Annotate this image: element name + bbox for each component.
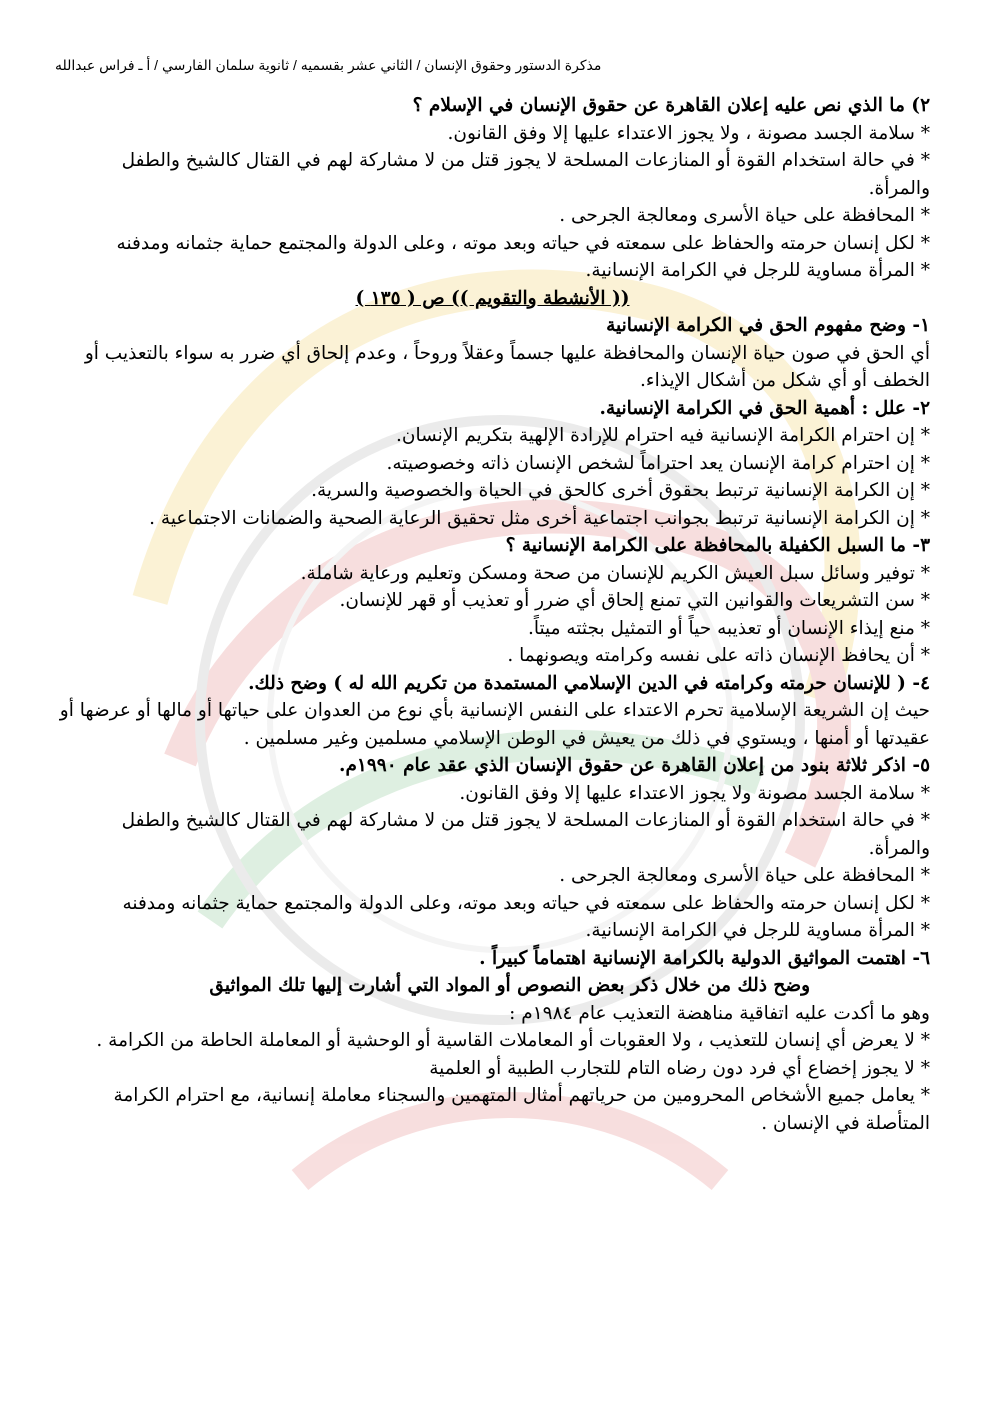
paragraph-line: * المحافظة على حياة الأسرى ومعالجة الجرحى .: [559, 865, 930, 886]
paragraph-line: * إن احترام كرامة الإنسان يعد احتراماً لشخص الإنسان ذاته وخصوصيته.: [386, 452, 930, 474]
paragraph-line: * إن الكرامة الإنسانية ترتبط بحقوق أخرى كالحق في الحياة والخصوصية والسرية.: [311, 480, 930, 501]
paragraph-line: * لا يجوز إخضاع أي فرد دون رضاه التام للتجارب الطبية أو العلمية: [429, 1057, 930, 1079]
paragraph-line: * توفير وسائل سبل العيش الكريم للإنسان من صحة ومسكن وتعليم ورعاية شاملة.: [300, 562, 930, 584]
paragraph-line: أي الحق في صون حياة الإنسان والمحافظة عليها جسماً وعقلاً وروحاً ، وعدم إلحاق أي ضرر به سواء بالتعذيب أو الخطف أو أي شكل من أشكال الإيذاء.: [84, 342, 930, 391]
question-heading: وضح ذلك من خلال ذكر بعض النصوص أو المواد التي أشارت إليها تلك المواثيق: [209, 975, 810, 996]
paragraph-line: * إن احترام الكرامة الإنسانية فيه احترام للإرادة الإلهية بتكريم الإنسان.: [396, 425, 930, 446]
paragraph-line: * إن الكرامة الإنسانية ترتبط بجوانب اجتماعية أخرى مثل تحقيق الرعاية الصحية والضمانات الاجتماعية .: [149, 507, 930, 529]
paragraph-line: حيث إن الشريعة الإسلامية تحرم الاعتداء على النفس الإنسانية بأي نوع من العدوان على حياتها أو مالها أو عرضها أو عقيدتها أو أمنها ، ويستوي في ذلك من يعيش في الوطن الإسلامي مسلمين وغير مسلمين .: [59, 700, 930, 749]
paragraph-line: * المرأة مساوية للرجل في الكرامة الإنسانية.: [585, 920, 930, 941]
question-heading: ٢- علل : أهمية الحق في الكرامة الإنسانية.: [599, 397, 930, 419]
paragraph-line: * لكل إنسان حرمته والحفاظ على سمعته في حياته وبعد موته ، وعلى الدولة والمجتمع حماية جثمانه ومدفنه: [116, 232, 930, 254]
paragraph-line: * المحافظة على حياة الأسرى ومعالجة الجرحى .: [559, 205, 930, 226]
section-title: (( الأنشطة والتقويم )) ص ( ١٣٥ ): [355, 287, 630, 309]
document-page: [55, 56, 930, 1137]
paragraph-line: * في حالة استخدام القوة أو المنازعات المسلحة لا يجوز قتل من لا مشاركة لهم في القتال كالشيخ والطفل والمرأة.: [121, 150, 930, 199]
paragraph-line: * منع إيذاء الإنسان أو تعذيبه حياً أو التمثيل بجثته ميتاً.: [527, 617, 930, 639]
question-heading: ٦- اهتمت المواثيق الدولية بالكرامة الإنسانية اهتماماً كبيراً .: [479, 947, 930, 969]
question-heading: ٣- ما السبل الكفيلة بالمحافظة على الكرامة الإنسانية ؟: [505, 535, 930, 556]
paragraph-line: * سلامة الجسد مصونة ، ولا يجوز الاعتداء عليها إلا وفق القانون.: [447, 122, 930, 144]
question-heading: ٤- ( للإنسان حرمته وكرامته في الدين الإسلامي المستمدة من تكريم الله له ) وضح ذلك.: [248, 672, 930, 694]
page-header: [55, 56, 930, 74]
paragraph-line: * سن التشريعات والقوانين التي تمنع إلحاق أي ضرر أو تعذيب أو قهر للإنسان.: [339, 590, 930, 611]
paragraph-line: * لا يعرض أي إنسان للتعذيب ، ولا العقوبات أو المعاملات القاسية أو الوحشية أو المعاملة الحاطة من الكرامة .: [96, 1030, 930, 1051]
paragraph-line: * أن يحافظ الإنسان ذاته على نفسه وكرامته ويصونهما .: [507, 645, 930, 666]
paragraph-line: * في حالة استخدام القوة أو المنازعات المسلحة لا يجوز قتل من لا مشاركة لهم في القتال كالشيخ والطفل والمرأة.: [121, 810, 930, 859]
paragraph-line: وهو ما أكدت عليه اتفاقية مناهضة التعذيب عام ١٩٨٤م :: [509, 1002, 930, 1024]
paragraph-line: * المرأة مساوية للرجل في الكرامة الإنسانية.: [585, 260, 930, 281]
paragraph-line: * يعامل جميع الأشخاص المحرومين من حرياتهم أمثال المتهمين والسجناء معاملة إنسانية، مع احترام الكرامة المتأصلة في الإنسان .: [113, 1085, 930, 1134]
header-text: مذكرة الدستور وحقوق الإنسان / الثاني عشر بقسميه / ثانوية سلمان الفارسي / أ ـ فراس عبدالله: [55, 57, 602, 73]
paragraph-line: * لكل إنسان حرمته والحفاظ على سمعته في حياته وبعد موته، وعلى الدولة والمجتمع حماية جثمانه ومدفنه: [122, 892, 930, 914]
question-heading: ٥- اذكر ثلاثة بنود من إعلان القاهرة عن حقوق الإنسان الذي عقد عام ١٩٩٠م.: [339, 755, 930, 776]
question-heading: ٢) ما الذي نص عليه إعلان القاهرة عن حقوق الإنسان في الإسلام ؟: [412, 95, 930, 116]
paragraph-line: * سلامة الجسد مصونة ولا يجوز الاعتداء عليها إلا وفق القانون.: [459, 782, 930, 804]
question-heading: ١- وضح مفهوم الحق في الكرامة الإنسانية: [606, 315, 930, 336]
document-body: [55, 92, 930, 1137]
